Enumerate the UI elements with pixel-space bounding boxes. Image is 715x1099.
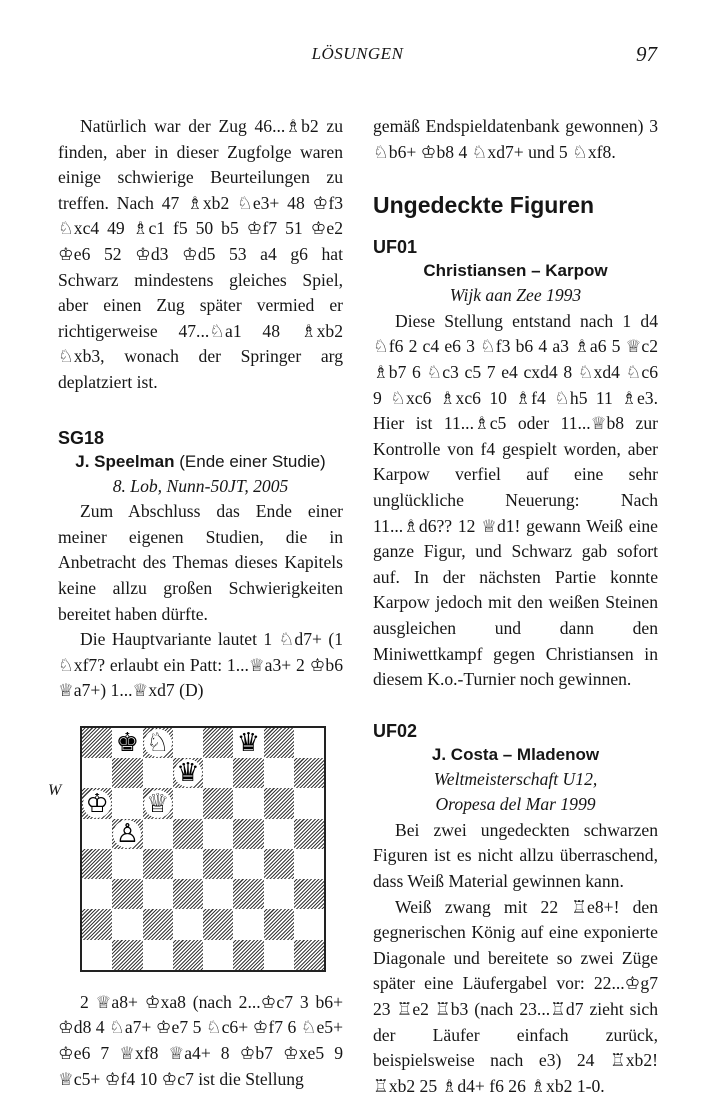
- puzzle-event: 8. Lob, Nunn-50JT, 2005: [112, 475, 289, 496]
- board-square-d8: [173, 728, 203, 758]
- board-square-h4: [294, 849, 324, 879]
- board-square-d3: [173, 879, 203, 909]
- board-square-g8: [264, 728, 294, 758]
- player-note: (Ende einer Studie): [179, 451, 326, 471]
- board-square-h7: [294, 758, 324, 788]
- board-square-a4: [82, 849, 112, 879]
- puzzle-players: [373, 259, 658, 283]
- board-square-a6: [82, 788, 112, 818]
- board-square-h2: [294, 909, 324, 939]
- board-square-g6: [264, 788, 294, 818]
- board-square-h5: [294, 819, 324, 849]
- board-square-f5: [233, 819, 263, 849]
- white-knight-icon: ♘: [144, 729, 172, 757]
- player-name: J. Speelman: [75, 451, 175, 471]
- board-square-f1: [233, 940, 263, 970]
- board-square-e7: [203, 758, 233, 788]
- board-square-f7: [233, 758, 263, 788]
- puzzle-code-sg18: SG18: [58, 427, 105, 448]
- puzzle-code-uf02: UF02: [373, 720, 418, 741]
- paragraph: Diese Stellung entstand nach 1 d4 ♘f6 2 c4 e6 3 ♘f3 b6 4 a3 ♗a6 5 ♕c2 ♗b7 6 ♘c3 c5 7 e4 cxd4 8 ♘xd4 ♘c6 9 ♘xc6 ♗xc6 10 ♗f4 ♘h5 11 ♗e3. Hier ist 11...♗c5 oder 11...♕b8 zur Kontrolle von f4 gespielt worden, aber Karpow verfiel auf eine sehr unglückliche Neuerung: Nach 11...♗d6?? 12 ♕d1! gewann Weiß eine ganze Figur, und Schwarz gab sofort auf. In der nächsten Partie konnte Karpow jedoch mit den weißen Steinen ausgleichen und dann den Miniwettkampf gegen Christiansen in diesem K.o.-Turnier noch gewinnen.: [373, 310, 658, 690]
- board-square-c2: [143, 909, 173, 939]
- board-square-c7: [143, 758, 173, 788]
- board-square-h1: [294, 940, 324, 970]
- board-square-h6: [294, 788, 324, 818]
- board-square-b4: [112, 849, 142, 879]
- board-square-b5: [112, 819, 142, 849]
- board-square-a7: [82, 758, 112, 788]
- board-square-a1: [82, 940, 112, 970]
- board-square-g2: [264, 909, 294, 939]
- board-square-c6: [143, 788, 173, 818]
- board-square-c1: [143, 940, 173, 970]
- board-square-h8: [294, 728, 324, 758]
- board-square-f4: [233, 849, 263, 879]
- board-square-f2: [233, 909, 263, 939]
- board-square-e8: [203, 728, 233, 758]
- board-square-g5: [264, 819, 294, 849]
- board-square-c5: [143, 819, 173, 849]
- board-square-b1: [112, 940, 142, 970]
- board-square-d2: [173, 909, 203, 939]
- board-square-b2: [112, 909, 142, 939]
- black-king-icon: ♚: [115, 728, 140, 758]
- chess-board: [80, 726, 326, 972]
- running-title: LÖSUNGEN: [311, 44, 404, 63]
- board-square-e2: [203, 909, 233, 939]
- board-square-g4: [264, 849, 294, 879]
- puzzle-event: Wijk aan Zee 1993: [449, 285, 582, 306]
- board-square-d7: [173, 758, 203, 788]
- puzzle-event: Oropesa del Mar 1999: [435, 794, 596, 815]
- board-square-f6: [233, 788, 263, 818]
- player-names: J. Costa – Mladenow: [431, 744, 600, 764]
- board-square-f8: [233, 728, 263, 758]
- board-square-b7: [112, 758, 142, 788]
- page-number: 97: [636, 42, 657, 66]
- player-names: Christiansen – Karpow: [423, 261, 608, 281]
- black-queen-icon: ♛: [236, 728, 261, 758]
- chess-diagram: [48, 726, 343, 982]
- board-square-b8: [112, 728, 142, 758]
- board-square-d1: [173, 940, 203, 970]
- board-square-b6: [112, 788, 142, 818]
- board-square-a2: [82, 909, 112, 939]
- page-header: [0, 42, 715, 72]
- paragraph: Bei zwei ungedeckten schwarzen Figuren ist es nicht allzu überraschend, dass Weiß Material gewinnen kann.: [373, 819, 658, 892]
- puzzle-code-uf01: UF01: [373, 237, 418, 258]
- puzzle-event: Weltmeisterschaft U12,: [433, 768, 598, 789]
- left-column: [48, 114, 343, 1092]
- paragraph: Natürlich war der Zug 46...♗b2 zu finden, aber in dieser Zugfolge waren einige schwierige Beurteilungen zu treffen. Nach 47 ♗xb2 ♘e3+ 48 ♔f3 ♘xc4 49 ♗c1 f5 50 b5 ♔f7 51 ♔e2 ♔e6 52 ♔d3 ♔d5 53 a4 g6 hat Schwarz mindestens gleiches Spiel, aber einen Zug später vermied er richtigerweise 47...♘a1 48 ♗xb2 ♘xb3, wonach der Springer arg deplatziert ist.: [58, 116, 343, 392]
- board-square-d6: [173, 788, 203, 818]
- board-square-g3: [264, 879, 294, 909]
- board-square-g1: [264, 940, 294, 970]
- board-square-f3: [233, 879, 263, 909]
- board-square-c8: [143, 728, 173, 758]
- puzzle-players: [373, 743, 658, 767]
- board-square-d5: [173, 819, 203, 849]
- board-square-e6: [203, 788, 233, 818]
- board-square-c4: [143, 849, 173, 879]
- board-square-h3: [294, 879, 324, 909]
- paragraph: Zum Abschluss das Ende einer meiner eigenen Studien, die in Anbetracht des Themas dieses Kapitels keine allzu großen Schwierigkeiten bereitet haben dürfte.: [58, 501, 343, 624]
- black-queen-icon: ♛: [174, 759, 202, 787]
- board-square-g7: [264, 758, 294, 788]
- side-to-move-label: W: [48, 781, 62, 799]
- white-king-icon: ♔: [83, 790, 111, 818]
- paragraph: Die Hauptvariante lautet 1 ♘d7+ (1 ♘xf7? erlaubt ein Patt: 1...♕a3+ 2 ♔b6 ♕a7+) 1...♕xd7 (D): [58, 629, 343, 701]
- white-pawn-icon: ♙: [113, 820, 141, 848]
- right-column: [373, 114, 658, 1099]
- paragraph: Weiß zwang mit 22 ♖e8+! den gegnerischen König auf eine exponierte Diagonale und bereitete so zwei Züge später eine Läufergabel vor: 22...♔g7 23 ♖e2 ♖b3 (nach 23...♖d7 zieht sich der Läufer einfach zurück, beispielsweise nach e3) 24 ♖xb2! ♖xb2 25 ♗d4+ f6 26 ♗xb2 1-0.: [373, 896, 658, 1096]
- board-square-e4: [203, 849, 233, 879]
- paragraph: 2 ♕a8+ ♔xa8 (nach 2...♔c7 3 b6+ ♔d8 4 ♘a7+ ♔e7 5 ♘c6+ ♔f7 6 ♘e5+ ♔e6 7 ♕xf8 ♕a4+ 8 ♔b7 ♔xe5 9 ♕c5+ ♔f4 10 ♔c7 ist die Stellung: [58, 991, 343, 1089]
- board-square-c3: [143, 879, 173, 909]
- board-square-a5: [82, 819, 112, 849]
- white-queen-icon: ♕: [144, 790, 172, 818]
- board-square-e5: [203, 819, 233, 849]
- board-square-e3: [203, 879, 233, 909]
- board-square-b3: [112, 879, 142, 909]
- puzzle-players: [58, 450, 343, 474]
- board-square-e1: [203, 940, 233, 970]
- board-square-d4: [173, 849, 203, 879]
- section-title: Ungedeckte Figuren: [373, 192, 595, 219]
- board-square-a3: [82, 879, 112, 909]
- board-square-a8: [82, 728, 112, 758]
- paragraph: gemäß Endspieldatenbank gewonnen) 3 ♘b6+ ♔b8 4 ♘xd7+ und 5 ♘xf8.: [373, 116, 658, 162]
